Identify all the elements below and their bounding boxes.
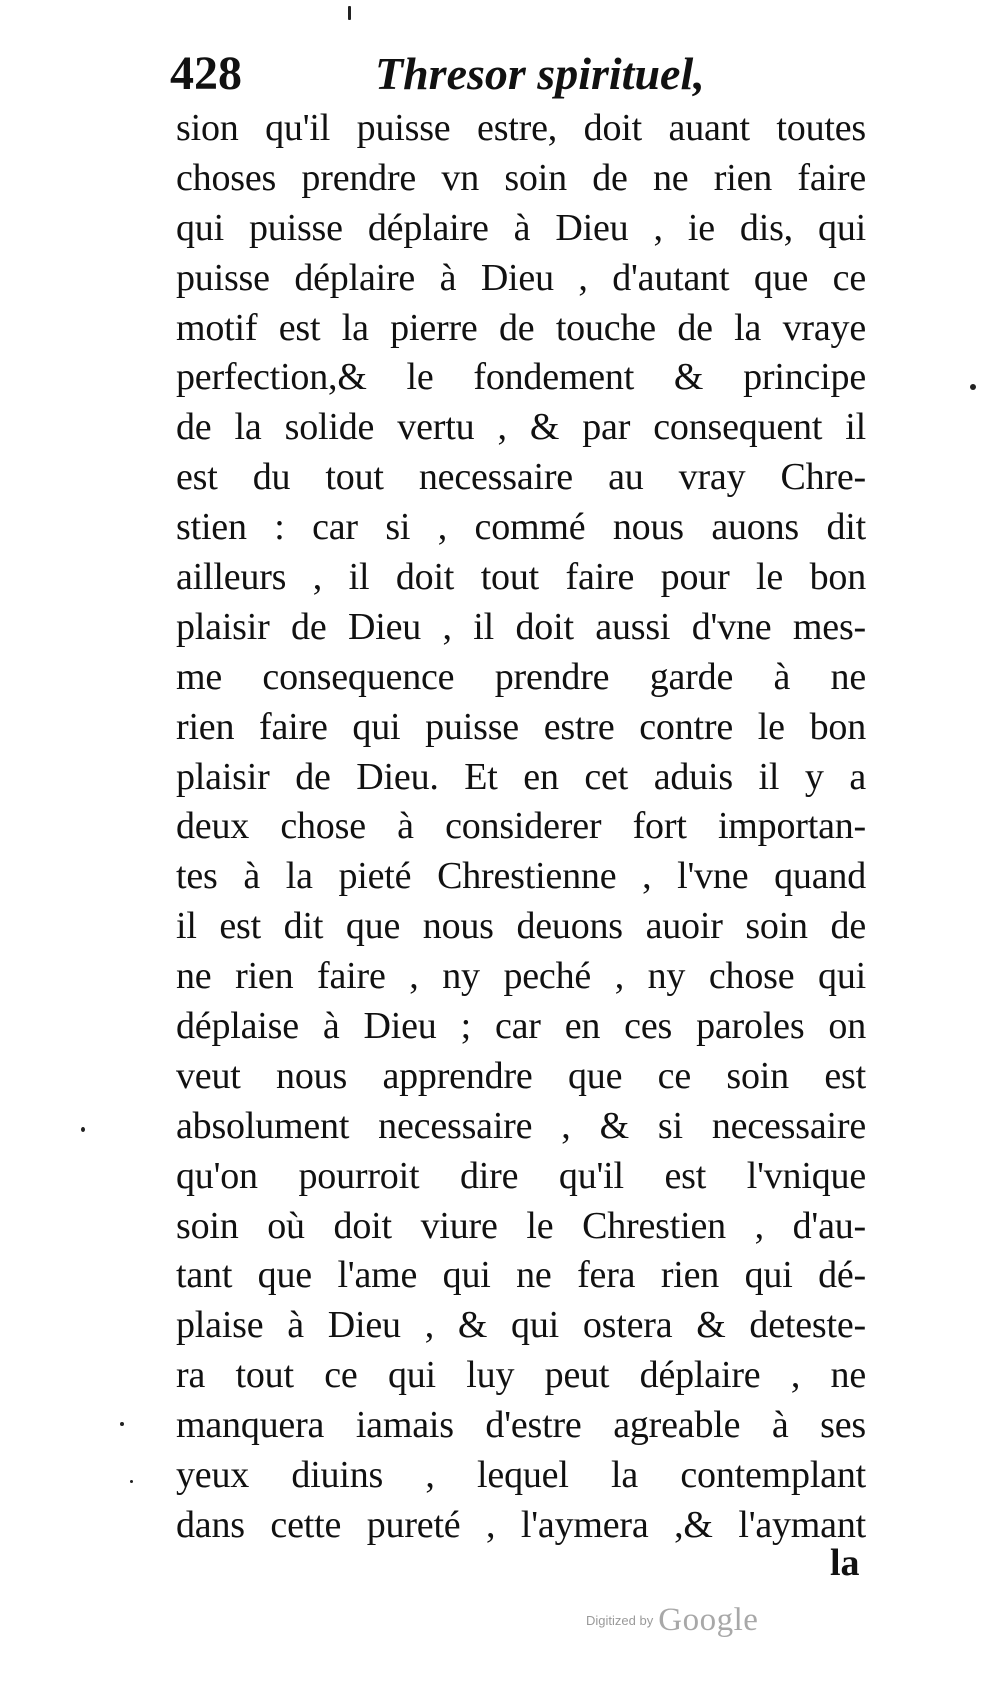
scan-speck (130, 1480, 133, 1483)
scan-speck (81, 1127, 85, 1132)
digitized-by-google-watermark (586, 1602, 758, 1639)
catchword: la (830, 1542, 860, 1584)
page-number: 428 (170, 47, 242, 100)
body-text (176, 104, 866, 1551)
text-line: absolument necessaire , & si necessaire (176, 1104, 866, 1147)
text-line: ailleurs , il doit tout faire pour le bon (176, 556, 866, 599)
text-line: veut nous apprendre que ce soin est (176, 1054, 866, 1097)
text-line: perfection,& le fondement & principe (176, 356, 866, 399)
text-line: soin où doit viure le Chrestien , d'au- (176, 1204, 866, 1247)
running-title: Thresor spirituel, (375, 48, 705, 99)
scan-speck (348, 6, 351, 20)
scan-speck (120, 1422, 124, 1426)
google-logo: Google (658, 1602, 759, 1638)
text-line: manquera iamais d'estre agreable à ses (176, 1404, 866, 1447)
text-line: de la solide vertu , & par consequent il (176, 406, 866, 449)
text-line: tes à la pieté Chrestienne , l'vne quand (176, 855, 866, 898)
text-line: motif est la pierre de touche de la vraye (176, 306, 866, 349)
text-line: qui puisse déplaire à Dieu , ie dis, qui (176, 206, 866, 249)
text-line: ra tout ce qui luy peut déplaire , ne (176, 1354, 866, 1397)
text-line: qu'on pourroit dire qu'il est l'vnique (176, 1154, 866, 1197)
text-line: est du tout necessaire au vray Chre- (176, 456, 866, 499)
text-line: choses prendre vn soin de ne rien faire (176, 156, 866, 199)
text-line: dans cette pureté , l'aymera ,& l'aymant (176, 1503, 866, 1546)
running-head (170, 42, 730, 106)
text-line: tant que l'ame qui ne fera rien qui dé- (176, 1254, 866, 1297)
text-line: ne rien faire , ny peché , ny chose qui (176, 955, 866, 998)
text-line: me consequence prendre garde à ne (176, 655, 866, 698)
text-line: plaise à Dieu , & qui ostera & deteste- (176, 1304, 866, 1347)
text-line: rien faire qui puisse estre contre le bon (176, 705, 866, 748)
digitized-by-label: Digitized by (586, 1613, 654, 1628)
text-line: deux chose à considerer fort importan- (176, 805, 866, 848)
text-line: plaisir de Dieu. Et en cet aduis il y a (176, 755, 866, 798)
text-line: yeux diuins , lequel la contemplant (176, 1454, 866, 1497)
scan-speck (970, 384, 976, 390)
text-line: il est dit que nous deuons auoir soin de (176, 905, 866, 948)
text-line: sion qu'il puisse estre, doit auant toutes (176, 107, 866, 149)
text-line: stien : car si , commé nous auons dit (176, 506, 866, 549)
text-line: plaisir de Dieu , il doit aussi d'vne mes- (176, 605, 866, 648)
text-line: déplaise à Dieu ; car en ces paroles on (176, 1005, 866, 1048)
text-line: puisse déplaire à Dieu , d'autant que ce (176, 256, 866, 299)
